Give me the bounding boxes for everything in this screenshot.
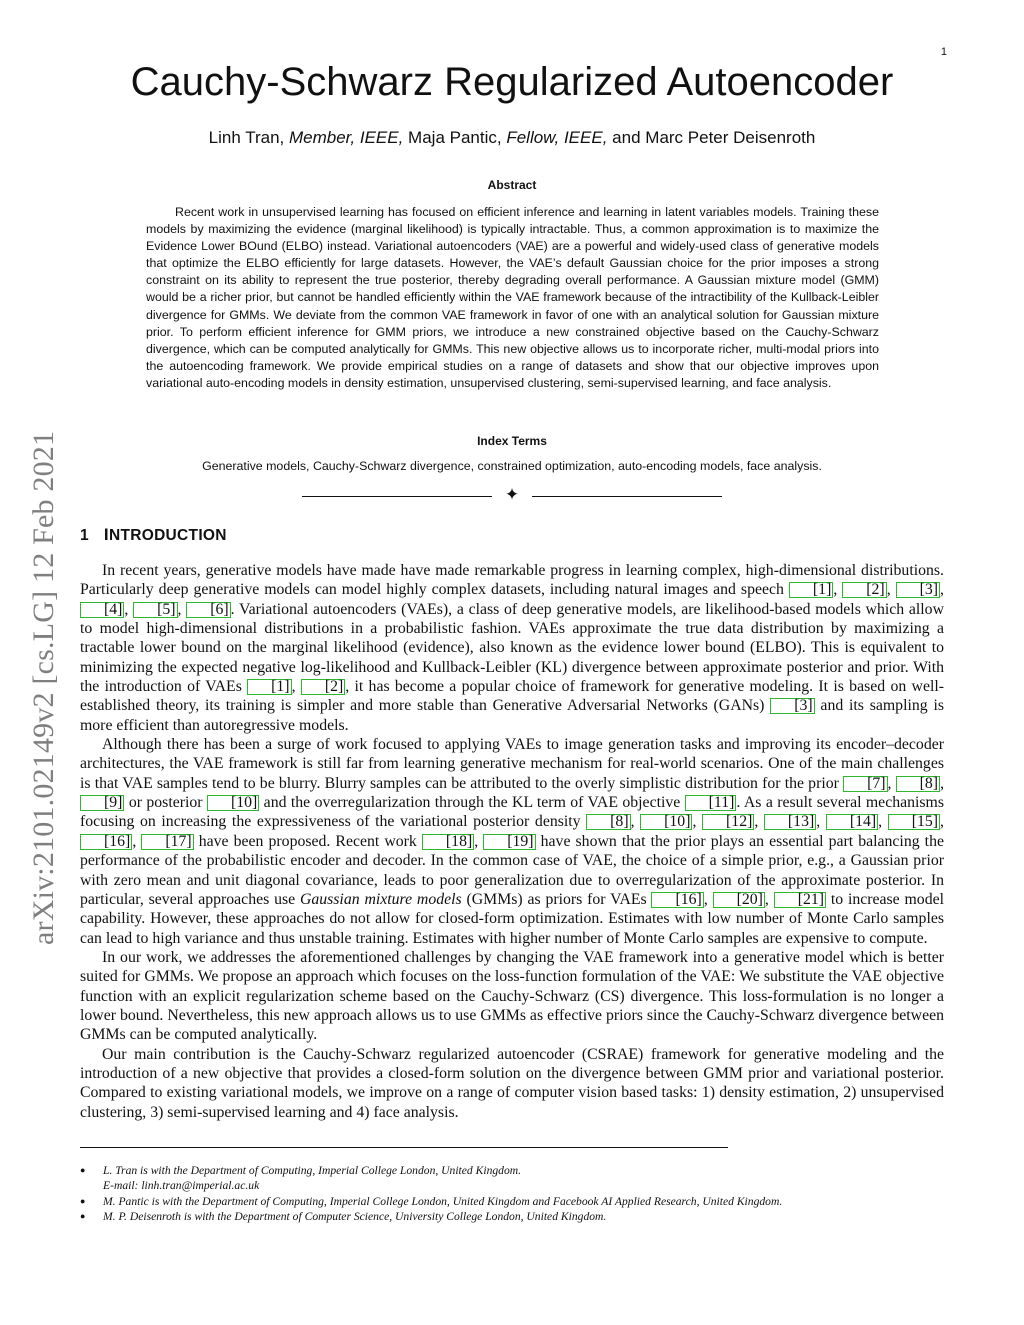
- citation-link[interactable]: [10]: [640, 814, 692, 830]
- section-heading: [80, 525, 227, 545]
- citation-link[interactable]: [17]: [141, 834, 193, 850]
- author-line: [0, 128, 1024, 148]
- footnote-item: [80, 1209, 950, 1224]
- citation-link[interactable]: [4]: [80, 602, 124, 618]
- abstract-heading: Abstract: [487, 178, 537, 192]
- body-text-run: Although there has been a surge of work focused to applying VAEs to image generation tasks and improving its encoder–decoder architectures, the VAE framework is still far from learning generative mechanism for real-world scenarios. One of the main challenges is that VAE samples tend to be blurry. Blurry samples can be attributed to the overly simplistic distribution for the prior: [80, 736, 944, 792]
- author-name: Maja Pantic,: [408, 128, 502, 147]
- footnote-separator: [80, 1147, 728, 1148]
- citation-link[interactable]: [2]: [842, 582, 886, 598]
- abstract-body: Recent work in unsupervised learning has focused on efficient inference and learning in latent variables models. Training these models by maximizing the evidence (marginal likelihood) is typically intractable. Thus, a common approximation is to maximize the Evidence Lower BOund (ELBO) instead. Variational autoencoders (VAE) are a powerful and widely-used class of generative models that optimize the ELBO efficiently for large datasets. However, the VAE’s default Gaussian choice for the prior imposes a strong constraint on its ability to represent the true posterior, thereby degrading overall performance. A Gaussian mixture model (GMM) would be a richer prior, but cannot be handled efficiently within the VAE framework because of the intractibility of the Kullback-Leibler divergence for GMMs. We deviate from the common VAE framework in favor of one with an analytical solution for Gaussian mixture prior. To perform efficient inference for GMM priors, we introduce a new constrained objective based on the Cauchy-Schwarz divergence, which can be computed analytically for GMMs. This new objective allows us to incorporate richer, multi-modal priors into the autoencoding framework. We provide empirical studies on a range of datasets and show that our objective improves upon variational auto-encoding models in density estimation, unsupervised clustering, semi-supervised learning, and face analysis.: [146, 205, 879, 390]
- paper-title: Cauchy-Schwarz Regularized Autoencoder: [130, 60, 894, 104]
- arxiv-identifier-stamp: arXiv:2101.02149v2 [cs.LG] 12 Feb 2021: [27, 430, 60, 945]
- citation-link[interactable]: [21]: [774, 892, 826, 908]
- index-terms-heading: Index Terms: [477, 434, 547, 448]
- section-number: 1: [80, 527, 89, 544]
- author-affiliation-role: Member, IEEE,: [288, 128, 404, 147]
- citation-link[interactable]: [20]: [713, 892, 765, 908]
- body-text-run: In recent years, generative models have made have made remarkable progress in learning complex, high-dimensional distributions. Particularly deep generative models can model highly complex datasets, including natural images and speech: [80, 562, 944, 599]
- citation-link[interactable]: [7]: [843, 776, 887, 792]
- body-text-run: , it has become a popular choice of framework for generative modeling. It is based on well-established theory, its training is simpler and more stable than Generative Adversarial Networks (GANs): [80, 678, 944, 715]
- citation-link[interactable]: [1]: [789, 582, 833, 598]
- body-paragraph: Although there has been a surge of work focused to applying VAEs to image generation tasks and improving its encoder–decoder architectures, the VAE framework is still far from learning generative mechanism for real-world scenarios. One of the main challenges is that VAE samples tend to be blurry. Blurry samples can be attributed to the overly simplistic distribution for the prior [7] , [8] , [9] or posterior [10] and the overregularization through the KL term of VAE objective [11] . As a result several mechanisms focusing on increasing the expressiveness of the variational posterior density [8] , [10] , [12] , [13] , [14] , [15] , [16] , [17] have been proposed. Recent work [18] , [19] have shown that the prior plays an essential part balancing the performance of the probabilistic encoder and decoder. In the common case of VAE, the choice of a simple prior, e.g., a Gaussian prior with zero mean and unit diagonal covariance, leads to poor generalization due to overregularization of the approximate posterior. In particular, several approaches use Gaussian mixture models (GMMs) as priors for VAEs [16] , [20] , [21] to increase model capability. However, these approaches do not allow for closed-form optimization. Estimates with low number of Monte Carlo samples can lead to high variance and thus unstable training. Estimates with higher number of Monte Carlo samples are expensive to compute.: [80, 736, 945, 947]
- footnote-item: [80, 1163, 950, 1194]
- citation-link[interactable]: [19]: [483, 834, 535, 850]
- body-paragraph: In recent years, generative models have made have made remarkable progress in learning complex, high-dimensional distributions. Particularly deep generative models can model highly complex datasets, including natural images and speech [1] , [2] , [3] , [4] , [5] , [6] . Variational autoencoders (VAEs), a class of deep generative models, are likelihood-based models which allow to model high-dimensional distributions in a probabilistic fashion. VAEs approximate the true data distribution by maximizing a tractable lower bound on the marginal likelihood (evidence), also known as the evidence lower bound (ELBO). This is equivalent to minimizing the expected negative log-likelihood and Kullback-Leibler (KL) divergence between approximate posterior and prior. With the introduction of VAEs [1] , [2] , it has become a popular choice of framework for generative modeling. It is based on well-established theory, its training is simpler and more stable than Generative Adversarial Networks (GANs) [3] and its sampling is more efficient than autoregressive models.: [80, 562, 944, 734]
- page-number: 1: [940, 46, 947, 58]
- author-footnotes: [80, 1163, 950, 1225]
- author-name: Linh Tran,: [208, 128, 285, 147]
- citation-link[interactable]: [14]: [826, 814, 878, 830]
- citation-link[interactable]: [11]: [685, 795, 737, 811]
- footnote-email: E-mail: linh.tran@imperial.ac.uk: [103, 1179, 260, 1193]
- citation-link[interactable]: [2]: [301, 679, 345, 695]
- body-text-run: have shown that the prior plays an essential part balancing the performance of the probabilistic encoder and decoder. In the common case of VAE, the choice of a simple prior, e.g., a Gaussian prior with zero mean and unit diagonal covariance, leads to poor generalization due to overregularization of the approximate posterior. In particular, several approaches use: [80, 832, 944, 908]
- citation-link[interactable]: [15]: [888, 814, 940, 830]
- divider-rule-left: [302, 496, 492, 497]
- body-text-run: . Variational autoencoders (VAEs), a class of deep generative models, are likelihood-based models which allow to model high-dimensional distributions in a probabilistic fashion. VAEs approximate the true data distribution by maximizing a tractable lower bound on the marginal likelihood (evidence), also known as the evidence lower bound (ELBO). This is equivalent to minimizing the expected negative log-likelihood and Kullback-Leibler (KL) divergence between approximate posterior and prior. With the introduction of VAEs: [80, 600, 944, 696]
- divider-rule-right: [532, 496, 722, 497]
- body-text-run: and its sampling is more efficient than autoregressive models.: [80, 697, 944, 734]
- section-title-initial: I: [103, 525, 109, 544]
- body-text-run: to increase model capability. However, these approaches do not allow for closed-form optimization. Estimates with low number of Monte Carlo samples can lead to high variance and thus unstable training. Estimates with higher number of Monte Carlo samples are expensive to compute.: [80, 890, 944, 947]
- body-paragraph: Our main contribution is the Cauchy-Schwarz regularized autoencoder (CSRAE) framework for generative modeling and the introduction of a new objective that provides a closed-form solution on the divergence between GMM prior and variational posterior. Compared to existing variational models, we improve on a range of computer vision based tasks: 1) density estimation, 2) unsupervised clustering, 3) semi-supervised learning and 4) face analysis.: [80, 1045, 944, 1121]
- citation-link[interactable]: [3]: [770, 698, 814, 714]
- body-text-run: have been proposed. Recent work: [193, 832, 422, 850]
- citation-link[interactable]: [18]: [422, 834, 474, 850]
- citation-link[interactable]: [8]: [586, 814, 630, 830]
- citation-link[interactable]: [13]: [764, 814, 816, 830]
- body-paragraph: In our work, we addresses the aforementioned challenges by changing the VAE framework into a generative model which is better suited for GMMs. We propose an approach which focuses on the loss-function formulation of the VAE: We substitute the VAE objective function with an explicit regularization scheme based on the Cauchy-Schwarz (CS) divergence. This loss-formulation is no longer a lower bound. Nevertheless, this new approach allows us to use GMMs as effective priors since the Cauchy-Schwarz divergence between GMMs can be computed analytically.: [80, 948, 944, 1044]
- citation-link[interactable]: [16]: [651, 892, 703, 908]
- citation-link[interactable]: [8]: [896, 776, 940, 792]
- footnote-item: [80, 1194, 950, 1209]
- author-affiliation-role: Fellow, IEEE,: [506, 128, 608, 147]
- body-text-run: and the overregularization through the KL term of VAE objective: [259, 794, 685, 812]
- body-text-run: . As a result several mechanisms focusing on increasing the expressiveness of the variational posterior density: [80, 794, 944, 831]
- index-terms-body: Generative models, Cauchy-Schwarz divergence, constrained optimization, auto-encoding models, face analysis.: [202, 459, 822, 473]
- divider-diamond-icon: ✦: [504, 485, 520, 504]
- footnote-text: M. Pantic is with the Department of Computing, Imperial College London, United Kingdom and Facebook AI Applied Research, United Kingdom.: [103, 1194, 783, 1208]
- citation-link[interactable]: [3]: [896, 582, 940, 598]
- citation-link[interactable]: [9]: [80, 795, 124, 811]
- citation-link[interactable]: [12]: [702, 814, 754, 830]
- citation-link[interactable]: [6]: [186, 602, 230, 618]
- section-title-rest: NTRODUCTION: [108, 527, 227, 544]
- introduction-body: [80, 561, 944, 1122]
- author-connector: and: [612, 128, 641, 147]
- citation-link[interactable]: [10]: [207, 795, 259, 811]
- body-text-run: or posterior: [124, 794, 207, 812]
- author-name: Marc Peter Deisenroth: [645, 128, 816, 147]
- footnote-text: M. P. Deisenroth is with the Department of Computer Science, University College London, United Kingdom.: [103, 1210, 607, 1224]
- citation-link[interactable]: [16]: [80, 834, 132, 850]
- body-text-run: (GMMs) as priors for VAEs: [461, 890, 652, 908]
- citation-link[interactable]: [5]: [133, 602, 177, 618]
- footnote-text: L. Tran is with the Department of Computing, Imperial College London, United Kingdom.: [103, 1164, 522, 1177]
- citation-link[interactable]: [1]: [247, 679, 291, 695]
- emphasized-term: Gaussian mixture models: [299, 890, 462, 908]
